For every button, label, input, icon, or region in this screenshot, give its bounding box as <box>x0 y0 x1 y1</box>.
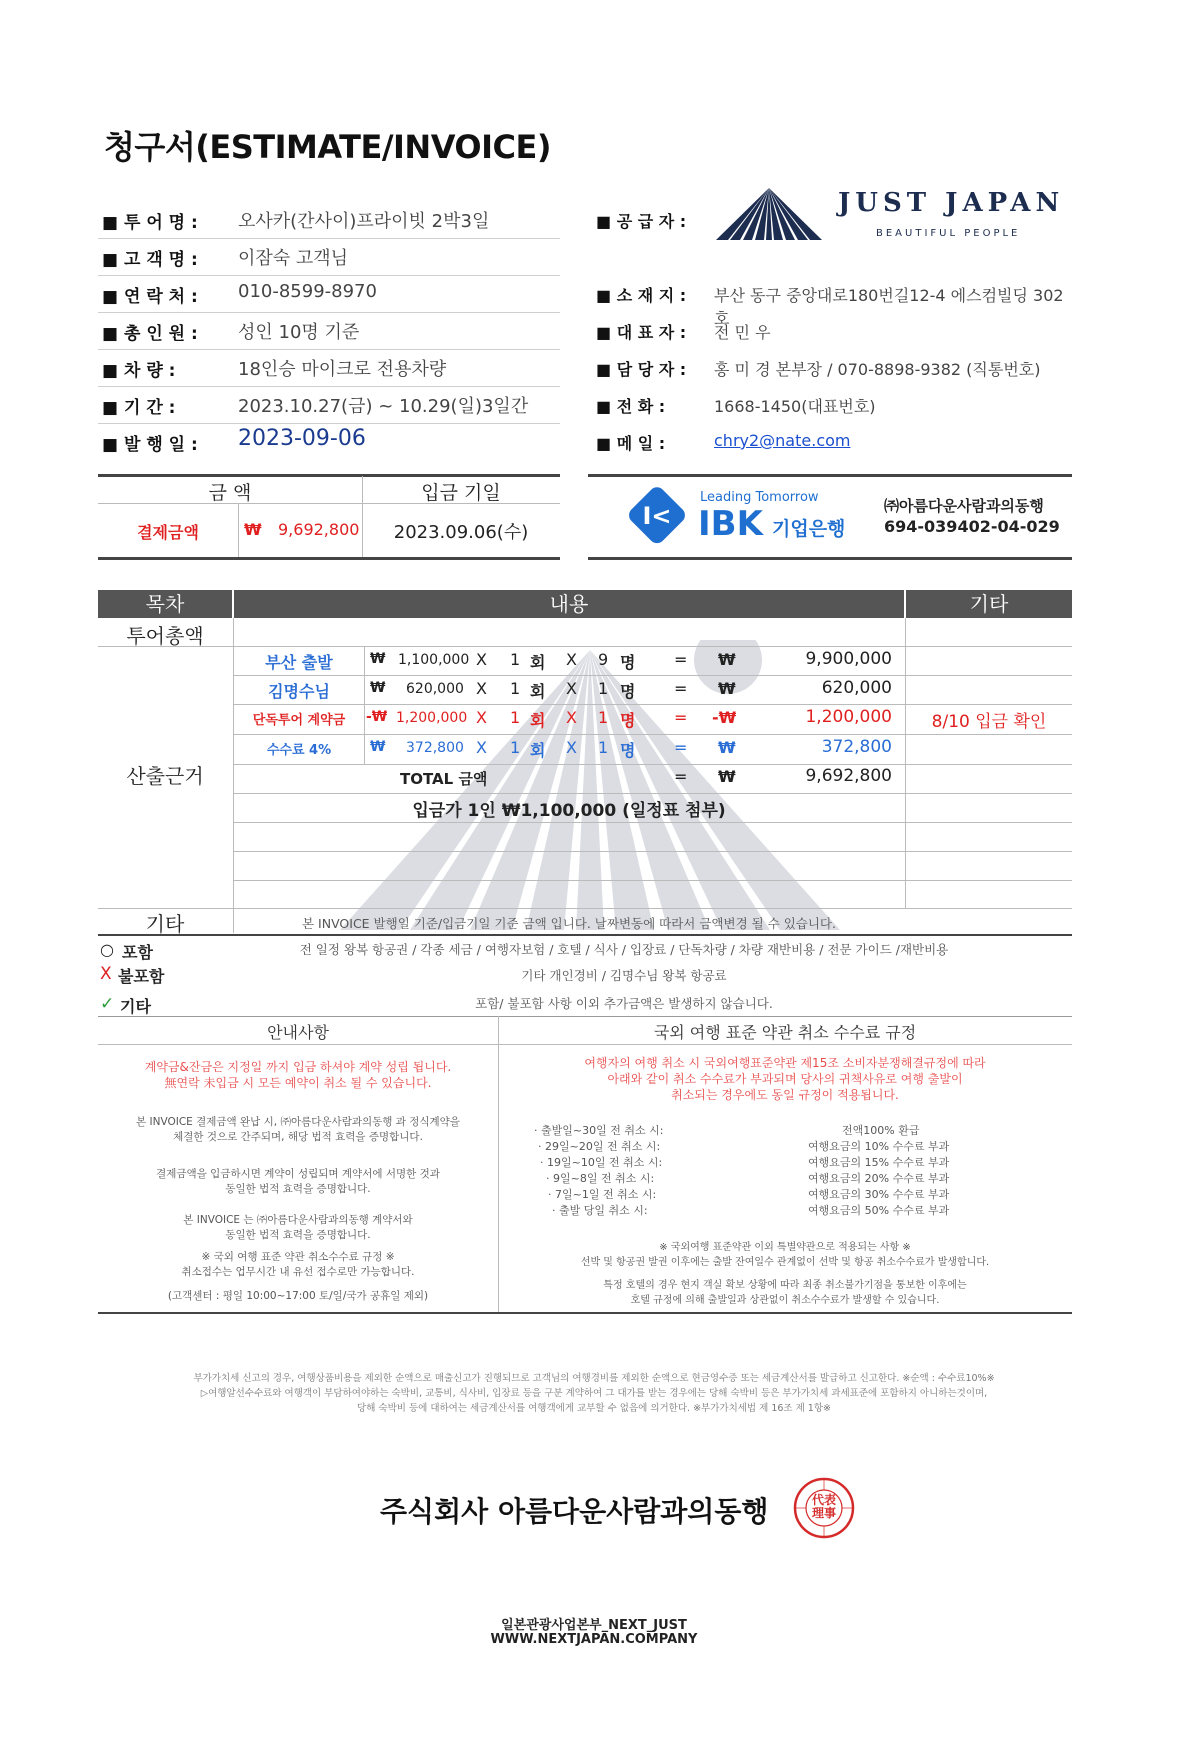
info-label: ■ 총 인 원 : <box>102 324 198 344</box>
footer-line-2: WWW.NEXTJAPAN.COMPANY <box>490 1632 698 1647</box>
bank-name-kr: 기업은행 <box>772 518 846 540</box>
row-total: 1,200,000 <box>805 707 892 727</box>
included-text: 전 일정 왕복 항공권 / 각종 세금 / 여행자보험 / 호텔 / 식사 / 입장료 / 단독차량 / 차량 재반비용 / 전문 가이드 /재반비용 <box>299 942 949 957</box>
cancel-when: · 19일~10일 전 취소 시: <box>540 1156 663 1169</box>
info-label: ■ 차 량 : <box>102 361 176 381</box>
tent-logo-icon <box>714 184 824 244</box>
row-people: 1 <box>598 708 609 727</box>
row-price: 620,000 <box>406 681 464 697</box>
row-x1: X <box>476 738 487 757</box>
info-label: ■ 투 어 명 : <box>102 213 198 233</box>
divider <box>98 1044 1072 1045</box>
divider <box>98 646 1072 647</box>
row-unit2: 명 <box>620 741 636 760</box>
amount-header: 금 액 <box>208 482 252 504</box>
etc-note: 본 INVOICE 발행일 기준/입금기일 기준 금액 입니다. 날짜변동에 따라서 금액변경 될 수 있습니다. <box>302 916 836 931</box>
row-eq: = <box>674 650 688 669</box>
info-period <box>98 387 560 424</box>
info-label: ■ 발 행 일 : <box>102 435 198 455</box>
divider <box>98 908 1072 909</box>
row-x2: X <box>566 708 577 727</box>
vat-line: 당해 숙박비 등에 대하여는 세금계산서를 여행객에게 교부할 수 없음에 의거한다. ※부가가치세법 제 16조 제 1항※ <box>357 1403 831 1414</box>
divider <box>588 557 1072 560</box>
notice-red-line: 여행자의 여행 취소 시 국외여행표준약관 제15조 소비자분쟁해결규정에 따라 <box>584 1056 986 1070</box>
divider <box>364 646 365 764</box>
row-unit1: 회 <box>530 653 546 672</box>
table-header-etc: 기타 <box>906 590 1072 618</box>
total-value: 9,692,800 <box>805 766 892 786</box>
etc-label: 기타 <box>145 912 185 936</box>
svg-text:I<: I< <box>642 502 672 530</box>
divider <box>98 1016 1072 1017</box>
supplier-value: 전 민 우 <box>714 323 771 342</box>
account-holder: ㈜아름다운사람과의동행 <box>884 497 1044 515</box>
supplier-email <box>596 424 1076 460</box>
notice-line: 취소접수는 업무시간 내 유선 접수로만 가능합니다. <box>181 1266 415 1278</box>
excluded-text: 기타 개인경비 / 김명수님 왕복 항공료 <box>521 968 727 983</box>
row-people: 9 <box>598 650 609 669</box>
row-name: 부산 출발 <box>265 653 333 672</box>
ibk-logo-icon <box>626 484 688 546</box>
supplier-value: 부산 동구 중앙대로180번길12-4 에스컴빌딩 302호 <box>714 286 1064 328</box>
notice-red-line: 계약금&잔금은 지정일 까지 입금 하셔야 계약 성립 됩니다. <box>144 1060 452 1074</box>
row-total: 9,900,000 <box>805 649 892 669</box>
divider <box>98 474 560 477</box>
cancel-fee: 여행요금의 10% 수수료 부과 <box>808 1140 950 1153</box>
info-value: 010-8599-8970 <box>238 281 377 302</box>
supplier-phone <box>596 387 1076 423</box>
notice-line: (고객센터 : 평일 10:00~17:00 토/일/국가 공휴일 제외) <box>167 1290 429 1302</box>
amount-value: 9,692,800 <box>278 520 360 539</box>
row-count: 1 <box>510 679 521 698</box>
notice-right-title: 국외 여행 표준 약관 취소 수수료 규정 <box>653 1023 917 1042</box>
row-people: 1 <box>598 738 609 757</box>
row-unit1: 회 <box>530 682 546 701</box>
notice-line: 동일한 법적 효력을 증명합니다. <box>225 1183 371 1195</box>
deposit-note: 입금가 1인 ₩1,100,000 (일정표 첨부) <box>412 801 726 821</box>
row-unit2: 명 <box>620 682 636 701</box>
cancel-when: · 7일~1일 전 취소 시: <box>548 1188 657 1201</box>
info-label: ■ 연 락 처 : <box>102 287 198 307</box>
divider <box>234 734 1072 735</box>
included-label: 포함 <box>122 943 153 962</box>
supplier-label: ■ 공 급 자 : <box>596 212 687 231</box>
date-header: 입금 기일 <box>421 482 501 504</box>
cancel-fee: 여행요금의 15% 수수료 부과 <box>808 1156 950 1169</box>
row-count: 1 <box>510 650 521 669</box>
row-total: 372,800 <box>821 737 892 757</box>
cancel-when: · 출발일~30일 전 취소 시: <box>534 1124 664 1137</box>
notice-red-line: 無연락 未입금 시 모든 예약이 취소 될 수 있습니다. <box>164 1076 432 1090</box>
info-label: ■ 고 객 명 : <box>102 250 198 270</box>
amount-label: 결제금액 <box>137 523 199 542</box>
row-x2: X <box>566 650 577 669</box>
supplier-label: ■ 담 당 자 : <box>596 360 687 379</box>
row-currency2: -₩ <box>712 708 737 727</box>
notice-line: 결제금액을 입금하시면 계약이 성립되며 계약서에 서명한 것과 <box>156 1168 440 1180</box>
row-unit2: 명 <box>620 653 636 672</box>
row-note: 8/10 입금 확인 <box>931 712 1047 732</box>
row-currency: ₩ <box>370 739 386 755</box>
divider <box>234 704 1072 705</box>
info-value: 2023.10.27(금) ~ 10.29(일)3일간 <box>238 396 529 417</box>
row-currency2: ₩ <box>718 738 736 757</box>
notice-line: 선박 및 항공권 발권 이후에는 출발 잔여일수 관계없이 선박 및 항공 취소수수료가 발생합니다. <box>580 1257 990 1268</box>
divider <box>238 504 239 557</box>
supplier-label: ■ 메 일 : <box>596 434 666 453</box>
page-title: 청구서(ESTIMATE/INVOICE) <box>104 128 551 166</box>
info-value: 2023-09-06 <box>238 426 366 451</box>
row-x1: X <box>476 679 487 698</box>
row-x1: X <box>476 708 487 727</box>
total-label: TOTAL 금액 <box>400 770 488 788</box>
info-people <box>98 313 560 350</box>
divider <box>98 934 1072 936</box>
supplier-ceo <box>596 313 1076 349</box>
divider <box>588 474 1072 477</box>
table-header-content: 내용 <box>234 590 904 618</box>
amount-currency: ₩ <box>244 520 262 539</box>
supplier-value: 1668-1450(대표번호) <box>714 397 876 416</box>
row-count: 1 <box>510 738 521 757</box>
divider <box>234 675 1072 676</box>
cancel-fee: 전액100% 환급 <box>842 1124 920 1137</box>
total-currency: ₩ <box>718 767 736 786</box>
seal-text: 代表理事 <box>811 1493 836 1520</box>
notice-line: ※ 국외여행 표준약관 이외 특별약관으로 적용되는 사항 ※ <box>659 1242 911 1253</box>
row-total: 620,000 <box>821 678 892 698</box>
etc-inclusion-label: 기타 <box>120 997 151 1016</box>
divider <box>905 618 906 908</box>
supplier-manager <box>596 350 1076 386</box>
notice-line: 본 INVOICE 결제금액 완납 시, ㈜아름다운사람과의동행 과 정식계약을 <box>136 1116 460 1128</box>
info-value: 성인 10명 기준 <box>238 322 360 343</box>
row-unit1: 회 <box>530 711 546 730</box>
supplier-label: ■ 대 표 자 : <box>596 323 687 342</box>
notice-line: 동일한 법적 효력을 증명합니다. <box>225 1229 371 1241</box>
row-currency: ₩ <box>370 680 386 696</box>
info-value: 18인승 마이크로 전용차량 <box>238 359 447 380</box>
cancel-when: · 29일~20일 전 취소 시: <box>538 1140 661 1153</box>
cancel-when: · 출발 당일 취소 시: <box>552 1204 648 1217</box>
cancel-when: · 9일~8일 전 취소 시: <box>546 1172 655 1185</box>
x-icon: X <box>100 964 112 984</box>
row-currency2: ₩ <box>718 650 736 669</box>
bank-tagline: Leading Tomorrow <box>700 490 819 505</box>
info-customer <box>98 239 560 276</box>
bank-name-en: IBK <box>698 504 763 544</box>
notice-red-line: 아래와 같이 취소 수수료가 부과되며 당사의 귀책사유로 여행 출발이 <box>607 1072 963 1086</box>
row-price: 1,100,000 <box>398 652 470 668</box>
supplier-address <box>596 276 1076 328</box>
info-contact <box>98 276 560 313</box>
vat-line: ▷여행알선수수료와 여행객이 부담하여야하는 숙박비, 교통비, 식사비, 입장료 등을 구분 계약하여 그 대가를 받는 경우에는 당해 숙박비 등은 부가가치세 과세표준에 포함하지 아니하는것이며, <box>200 1388 988 1399</box>
row-name: 수수료 4% <box>266 743 332 758</box>
divider <box>98 1312 1072 1314</box>
info-label: ■ 기 간 : <box>102 398 176 418</box>
divider <box>234 822 1072 823</box>
row-eq: = <box>674 708 688 727</box>
notice-line: ※ 국외 여행 표준 약관 취소수수료 규정 ※ <box>201 1251 395 1263</box>
notice-red-line: 취소되는 경우에도 동일 규정이 적용됩니다. <box>671 1088 899 1102</box>
row-unit2: 명 <box>620 711 636 730</box>
row-people: 1 <box>598 679 609 698</box>
row-price: 1,200,000 <box>396 710 468 726</box>
notice-left-title: 안내사항 <box>267 1023 329 1042</box>
etc-inclusion-text: 포함/ 불포함 사항 이외 추가금액은 발생하지 않습니다. <box>475 996 773 1011</box>
divider <box>98 557 560 560</box>
supplier-value: 홍 미 경 본부장 / 070-8898-9382 (직통번호) <box>714 360 1041 379</box>
cancel-fee: 여행요금의 30% 수수료 부과 <box>808 1188 950 1201</box>
notice-line: 특정 호텔의 경우 현지 객실 확보 상황에 따라 최종 취소불가기점을 통보한 이후에는 <box>603 1280 967 1291</box>
row-eq: = <box>674 738 688 757</box>
row-x1: X <box>476 650 487 669</box>
excluded-label: 불포함 <box>118 967 165 986</box>
row-name: 단독투어 계약금 <box>252 713 346 728</box>
logo-main-text: JUST JAPAN <box>838 188 1065 218</box>
circle-icon: ○ <box>100 940 114 959</box>
row-x2: X <box>566 679 577 698</box>
account-number: 694-039402-04-029 <box>884 517 1060 536</box>
info-value: 이잠숙 고객님 <box>238 248 349 269</box>
notice-line: 본 INVOICE 는 ㈜아름다운사람과의동행 계약서와 <box>183 1214 413 1226</box>
divider <box>234 880 1072 881</box>
row-price: 372,800 <box>406 740 464 756</box>
email-link[interactable]: chry2@nate.com <box>714 431 851 450</box>
vat-line: 부가가치세 신고의 경우, 여행상품비용을 제외한 순액으로 매출신고가 진행되므로 고객님의 여행경비를 제외한 순액으로 현금영수증 또는 세금계산서를 발급하고 신고한다. ※순액 : 수수료10%※ <box>193 1373 995 1384</box>
logo-sub-text: BEAUTIFUL PEOPLE <box>876 228 1021 239</box>
tour-total-label: 투어총액 <box>126 624 204 648</box>
row-x2: X <box>566 738 577 757</box>
supplier-label: ■ 전 화 : <box>596 397 666 416</box>
row-unit1: 회 <box>530 741 546 760</box>
row-count: 1 <box>510 708 521 727</box>
info-tour-name <box>98 202 560 239</box>
notice-line: 호텔 규정에 의해 출발일과 상관없이 취소수수료가 발생할 수 있습니다. <box>630 1295 940 1306</box>
company-name: 주식회사 아름다운사람과의동행 <box>380 1495 769 1528</box>
divider <box>234 851 1072 852</box>
row-currency2: ₩ <box>718 679 736 698</box>
info-issue-date <box>98 424 560 460</box>
check-icon: ✓ <box>100 994 115 1014</box>
row-currency: -₩ <box>366 709 388 725</box>
info-vehicle <box>98 350 560 387</box>
just-japan-logo <box>714 184 1068 252</box>
company-seal <box>792 1476 856 1540</box>
total-eq: = <box>674 767 688 786</box>
divider <box>234 793 1072 794</box>
payment-date: 2023.09.06(수) <box>393 522 529 543</box>
table-header-index: 목차 <box>98 590 232 618</box>
row-eq: = <box>674 679 688 698</box>
row-currency: ₩ <box>370 651 386 667</box>
cancel-fee: 여행요금의 50% 수수료 부과 <box>808 1204 950 1217</box>
row-name: 김명수님 <box>268 682 330 701</box>
supplier-label: ■ 소 재 지 : <box>596 286 687 305</box>
divider <box>234 764 1072 765</box>
cancel-fee: 여행요금의 20% 수수료 부과 <box>808 1172 950 1185</box>
basis-label: 산출근거 <box>126 764 204 788</box>
footer-line-1: 일본관광사업본부_NEXT_JUST <box>501 1618 687 1633</box>
notice-line: 체결한 것으로 간주되며, 해당 법적 효력을 증명합니다. <box>173 1131 423 1143</box>
info-value: 오사카(간사이)프라이빗 2박3일 <box>238 211 490 232</box>
